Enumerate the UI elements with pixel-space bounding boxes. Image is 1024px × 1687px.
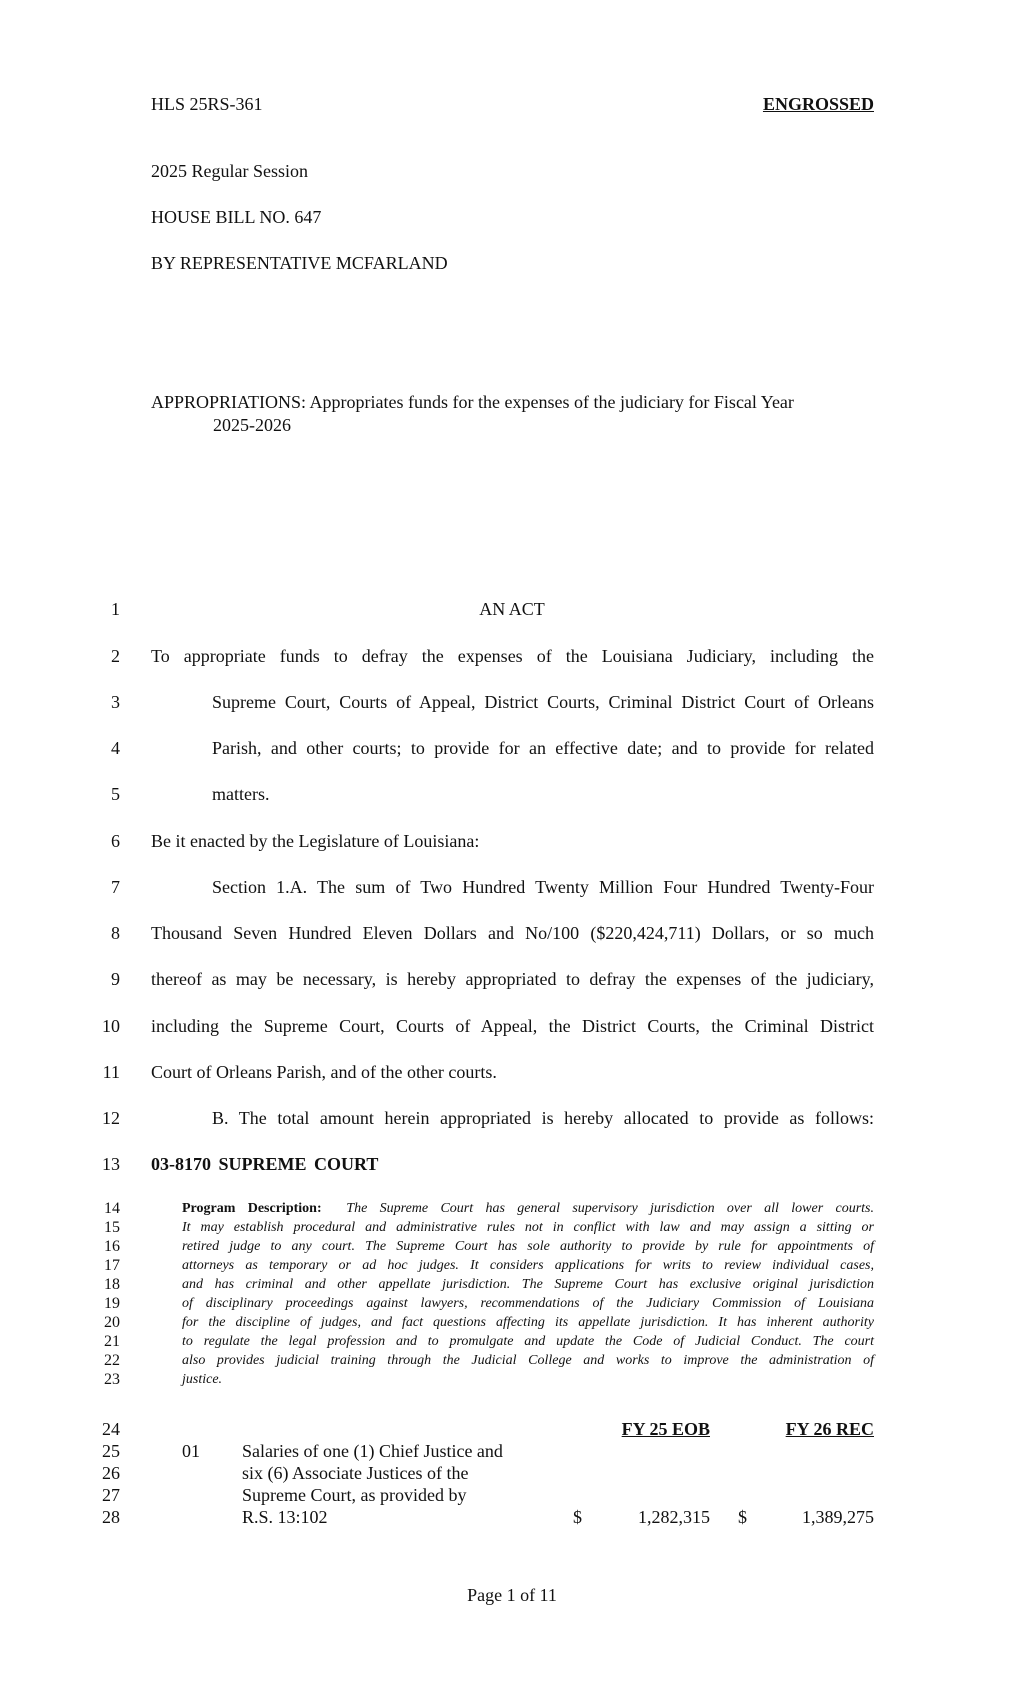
page-number: Page 1 of 11: [467, 1585, 557, 1605]
line-number: 20: [104, 1314, 120, 1331]
line-number: 8: [111, 923, 120, 943]
item-code: 01: [182, 1441, 200, 1461]
line-number: 23: [104, 1371, 120, 1388]
line-number: 3: [111, 692, 120, 712]
act-line: Thousand Seven Hundred Eleven Dollars and No/100 ($220,424,711) Dollars, or so much: [151, 923, 874, 943]
program-line: and has criminal and other appellate jurisdiction. The Supreme Court has exclusive original jurisdiction: [182, 1277, 874, 1292]
author: BY REPRESENTATIVE MCFARLAND: [151, 253, 448, 273]
act-line: B. The total amount herein appropriated is hereby allocated to provide as follows:: [212, 1108, 874, 1128]
line-number: 6: [111, 831, 120, 851]
fy25-amount: 1,282,315: [638, 1507, 710, 1527]
engrossed-status: ENGROSSED: [762, 94, 874, 114]
program-line: justice.: [182, 1372, 223, 1387]
program-line: to regulate the legal profession and to promulgate and update the Code of Judicial Conduct. The court: [182, 1334, 874, 1349]
line-number: 9: [111, 969, 120, 989]
digest-line-2: 2025-2026: [213, 415, 291, 435]
item-line: Salaries of one (1) Chief Justice and: [242, 1441, 503, 1461]
program-line: also provides judicial training through the Judicial College and works to improve the administration of: [182, 1353, 874, 1368]
line-number: 24: [102, 1419, 120, 1439]
digest-line-1: APPROPRIATIONS: Appropriates funds for the expenses of the judiciary for Fiscal Year: [151, 392, 794, 412]
item-line: six (6) Associate Justices of the: [242, 1463, 469, 1483]
act-line: Parish, and other courts; to provide for an effective date; and to provide for related: [212, 738, 874, 758]
line-number: 1: [111, 599, 120, 619]
currency-symbol: $: [738, 1507, 747, 1527]
enacting-clause: Be it enacted by the Legislature of Louisiana:: [151, 831, 480, 851]
fy26-amount: 1,389,275: [802, 1507, 874, 1527]
act-line: thereof as may be necessary, is hereby appropriated to defray the expenses of the judiciary,: [151, 969, 874, 989]
line-number: 7: [111, 877, 120, 897]
program-line: for the discipline of judges, and fact questions affecting its appellate jurisdiction. It has inherent authority: [182, 1315, 874, 1330]
line-number: 16: [104, 1238, 120, 1255]
document-id: HLS 25RS-361: [151, 94, 263, 114]
session: 2025 Regular Session: [151, 161, 308, 181]
column-header-fy26: FY 26 REC: [785, 1419, 874, 1439]
table-line-numbers: [80, 1418, 120, 1528]
line-number: 13: [102, 1154, 120, 1174]
bill-number: HOUSE BILL NO. 647: [151, 207, 322, 227]
line-number: 21: [104, 1333, 120, 1350]
act-line: Court of Orleans Parish, and of the other courts.: [151, 1062, 497, 1082]
item-line: R.S. 13:102: [242, 1507, 328, 1527]
program-description: [182, 1199, 874, 1389]
program-line: It may establish procedural and administrative rules not in conflict with law and may assign a sitting or: [182, 1220, 874, 1235]
line-number: 25: [102, 1441, 120, 1461]
line-number: 12: [102, 1108, 120, 1128]
item-line: Supreme Court, as provided by: [242, 1485, 467, 1505]
line-number: 15: [104, 1219, 120, 1236]
line-number: 11: [102, 1062, 120, 1082]
column-header-fy25: FY 25 EOB: [621, 1419, 710, 1439]
program-line: Program Description: The Supreme Court has general supervisory jurisdiction over all lower courts.: [182, 1201, 874, 1216]
program-line-numbers: [80, 1199, 120, 1389]
act-title: AN ACT: [479, 599, 545, 619]
act-line: Section 1.A. The sum of Two Hundred Twenty Million Four Hundred Twenty-Four: [212, 877, 874, 897]
line-number: 2: [111, 646, 120, 666]
line-number: 18: [104, 1276, 120, 1293]
section-heading: 03-8170 SUPREME COURT: [151, 1154, 379, 1174]
line-number: 22: [104, 1352, 120, 1369]
program-line: attorneys as temporary or ad hoc judges. It considers applications for writs to review individual cases,: [182, 1258, 874, 1273]
act-line: including the Supreme Court, Courts of Appeal, the District Courts, the Criminal District: [151, 1016, 874, 1036]
line-number: 26: [102, 1463, 120, 1483]
program-label: Program Description:: [182, 1201, 322, 1216]
line-number: 4: [111, 738, 120, 758]
act-line: Supreme Court, Courts of Appeal, District Courts, Criminal District Court of Orleans: [212, 692, 874, 712]
line-number: 19: [104, 1295, 120, 1312]
line-number: 5: [111, 784, 120, 804]
act-line: To appropriate funds to defray the expenses of the Louisiana Judiciary, including the: [151, 646, 874, 666]
line-number: 17: [104, 1257, 120, 1274]
line-number: 27: [102, 1485, 120, 1505]
line-number: 10: [102, 1016, 120, 1036]
line-number: 14: [104, 1200, 120, 1217]
currency-symbol: $: [573, 1507, 582, 1527]
item-description: [242, 1440, 503, 1528]
line-number: 28: [102, 1507, 120, 1527]
program-line: retired judge to any court. The Supreme Court has sole authority to provide by rule for appointments of: [182, 1239, 874, 1254]
program-line: of disciplinary proceedings against lawyers, recommendations of the Judiciary Commission of Louisiana: [182, 1296, 874, 1311]
act-line: matters.: [212, 784, 270, 804]
